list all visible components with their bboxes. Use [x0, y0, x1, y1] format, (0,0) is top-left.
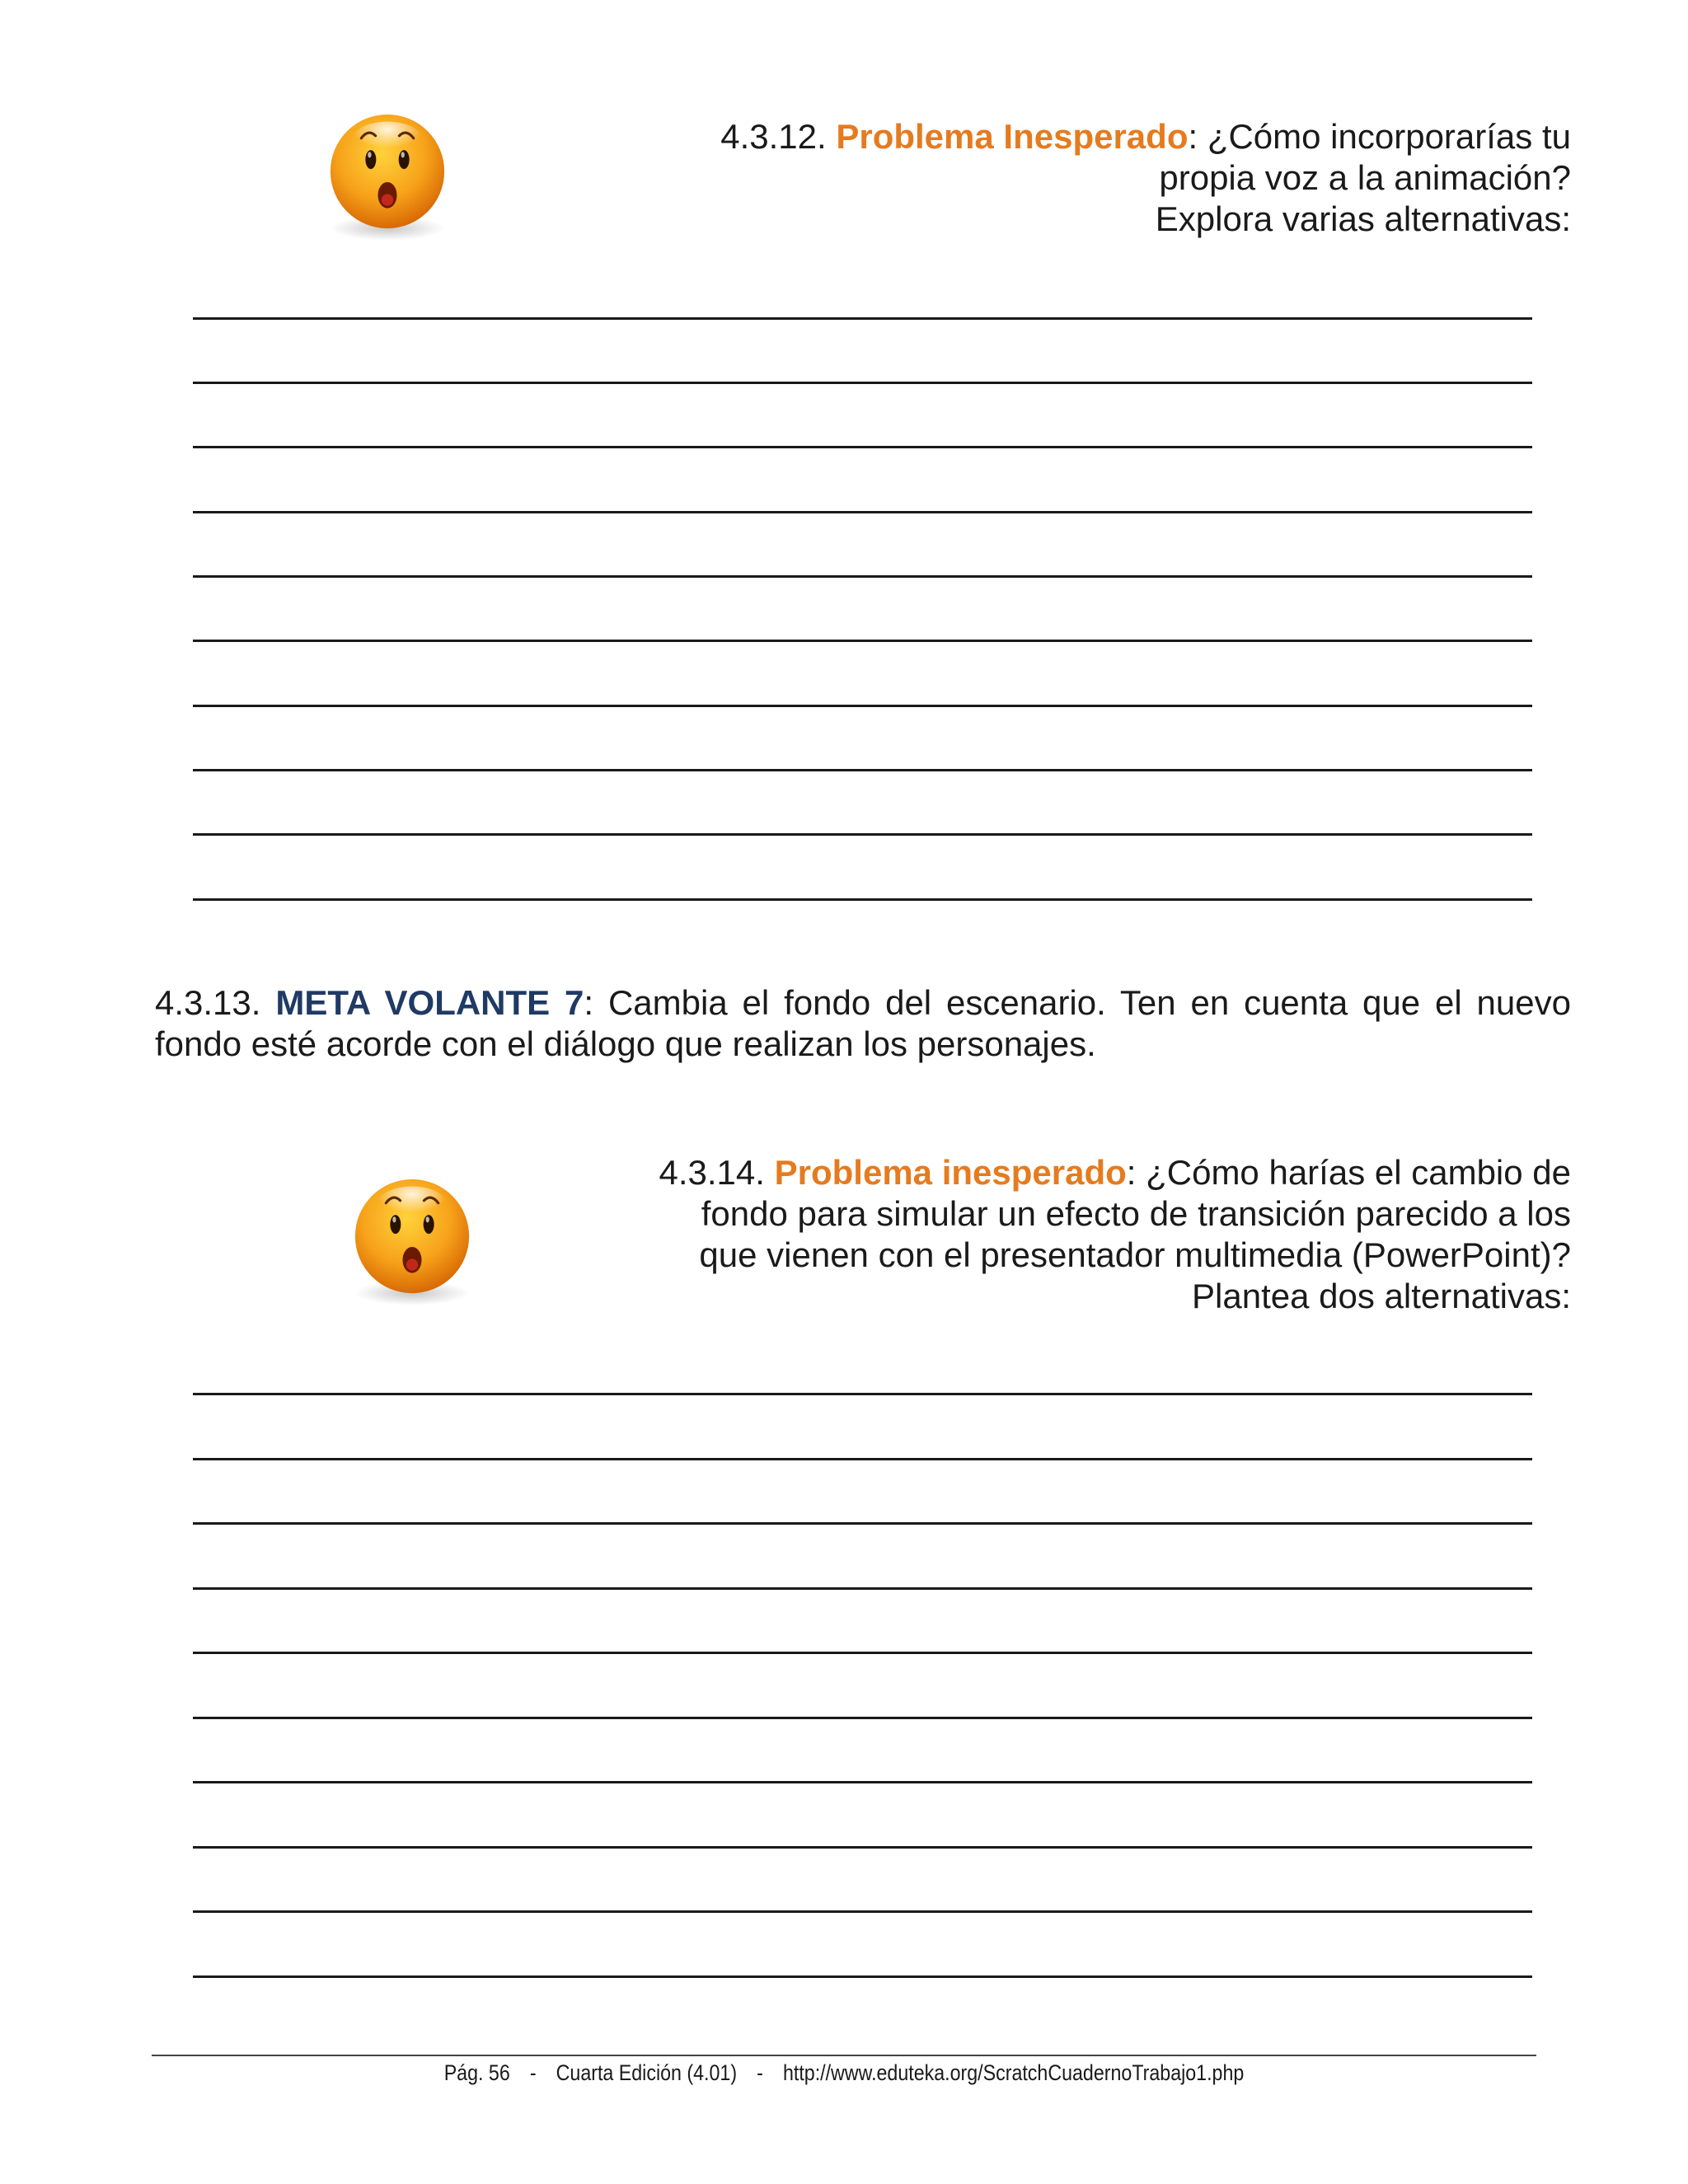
footer-separator: - [757, 2060, 763, 2085]
footer-url-link[interactable]: http://www.eduteka.org/ScratchCuadernoTrabajo1.php [782, 2060, 1245, 2085]
meta-highlight: META VOLANTE 7 [275, 983, 584, 1022]
answer-line[interactable] [193, 317, 1532, 320]
answer-line[interactable] [193, 1846, 1532, 1849]
meta-text: : Cambia el fondo del escenario. Ten en cuenta que el nuevo fondo esté acorde con el diálogo que realizan los personajes. [155, 983, 1571, 1063]
answer-line[interactable] [193, 575, 1532, 578]
answer-line[interactable] [193, 898, 1532, 901]
answer-line[interactable] [193, 1458, 1532, 1460]
answer-line[interactable] [193, 833, 1532, 836]
answer-line[interactable] [193, 511, 1532, 513]
surprised-face-icon [328, 112, 447, 231]
page-footer [118, 2060, 1569, 2086]
problem-highlight: Problema inesperado [774, 1153, 1127, 1192]
answer-line[interactable] [193, 1522, 1532, 1525]
surprised-face-icon [353, 1177, 471, 1296]
problem-4-3-14 [577, 1152, 1571, 1317]
problem-4-3-12-line3: Explora varias alternativas: [1155, 199, 1571, 238]
answer-line[interactable] [193, 382, 1532, 384]
answer-line[interactable] [193, 1652, 1532, 1654]
problem-number: 4.3.14. [659, 1153, 765, 1192]
footer-divider [152, 2055, 1536, 2056]
problem-4-3-14-line3: que vienen con el presentador multimedia (PowerPoint)? [699, 1235, 1571, 1274]
problem-highlight: Problema Inesperado [836, 117, 1189, 156]
answer-line[interactable] [193, 1975, 1532, 1978]
answer-line[interactable] [193, 640, 1532, 642]
answer-line[interactable] [193, 1587, 1532, 1590]
footer-separator: - [529, 2060, 537, 2085]
problem-text: : ¿Cómo harías el cambio de [1126, 1153, 1571, 1192]
meta-number: 4.3.13. [155, 983, 261, 1022]
problem-text: : ¿Cómo incorporarías tu [1188, 117, 1571, 156]
problem-4-3-12-line2: propia voz a la animación? [1159, 158, 1571, 197]
meta-volante-4-3-13 [155, 982, 1571, 1065]
footer-edition: Cuarta Edición (4.01) [556, 2060, 738, 2085]
answer-line[interactable] [193, 446, 1532, 448]
problem-4-3-14-line2: fondo para simular un efecto de transición parecido a los [701, 1194, 1571, 1233]
answer-line[interactable] [193, 1910, 1532, 1913]
problem-4-3-14-line1 [577, 1152, 1571, 1193]
answer-line[interactable] [193, 769, 1532, 771]
answer-line[interactable] [193, 1781, 1532, 1783]
footer-page-number: Pág. 56 [443, 2060, 510, 2085]
problem-number: 4.3.12. [720, 117, 827, 156]
problem-4-3-14-line4: Plantea dos alternativas: [1192, 1277, 1571, 1315]
answer-line[interactable] [193, 705, 1532, 707]
answer-line[interactable] [193, 1393, 1532, 1395]
problem-4-3-12 [495, 116, 1571, 240]
problem-4-3-12-line1 [495, 116, 1571, 157]
answer-line[interactable] [193, 1717, 1532, 1719]
